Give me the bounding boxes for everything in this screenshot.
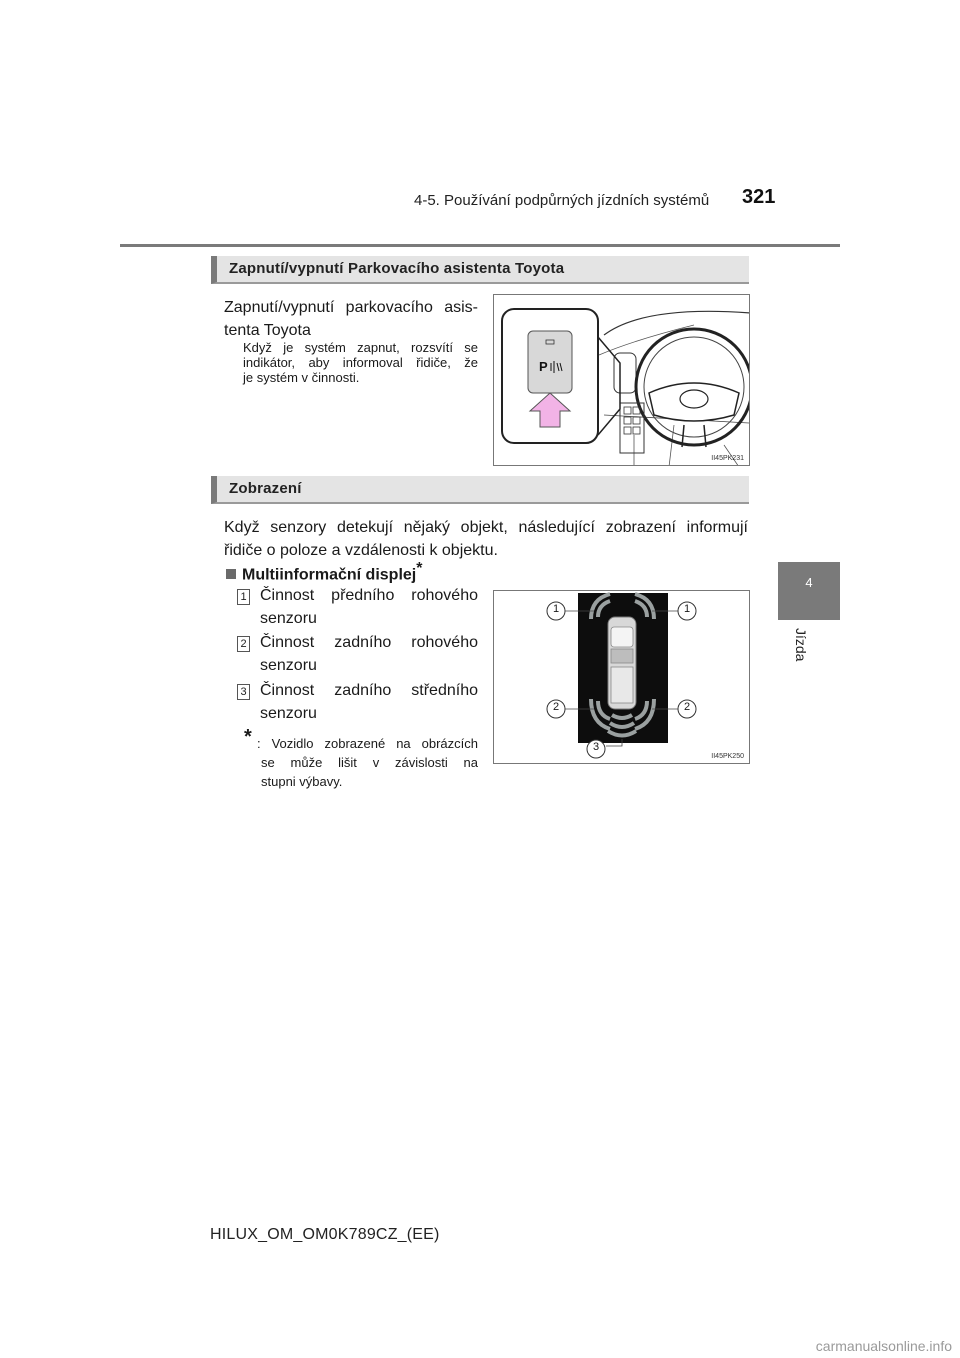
- asterisk-mark: *: [416, 560, 423, 577]
- intro-line: Když senzory detekují nějaký objekt, následující zobrazení informují: [224, 519, 748, 536]
- list-item: [260, 679, 478, 725]
- footnote-asterisk: *: [244, 726, 252, 748]
- callout-rear-right: 2: [683, 701, 691, 713]
- callout-front-right: 1: [683, 603, 691, 615]
- chapter-section-title: 4-5. Používání podpůrných jízdních systémů: [414, 192, 710, 209]
- chapter-tab-label: Jízda: [793, 628, 809, 662]
- item-line: Činnost zadního středního: [260, 682, 478, 699]
- dashboard-illustration: [494, 295, 750, 466]
- callout-front-left: 1: [552, 603, 560, 615]
- section-bar-parking-assist: [211, 256, 749, 284]
- callout-rear-center: 3: [592, 741, 600, 753]
- figure-multiinfo-display: [493, 590, 750, 764]
- list-item: [260, 631, 478, 677]
- section1-note: [243, 340, 478, 385]
- page-number: 321: [742, 186, 776, 208]
- chapter-tab-label-area: [778, 620, 840, 680]
- subheading-text: Multiinformační displej: [242, 566, 417, 584]
- item-line: senzoru: [260, 705, 317, 722]
- item-number-box: 3: [237, 684, 250, 700]
- main-line: tenta Toyota: [224, 322, 311, 339]
- subheading-multiinfo: [226, 560, 422, 584]
- note-line: indikátor, aby informoval řidiče, že: [243, 355, 478, 370]
- chapter-tab-number: 4: [805, 575, 813, 590]
- figure-dashboard-switch: [493, 294, 750, 466]
- parking-button-glyph: P: [539, 359, 548, 374]
- section-title: Zapnutí/vypnutí Parkovacího asistenta Toyota: [229, 260, 565, 277]
- section-title: Zobrazení: [229, 480, 302, 497]
- list-item: [260, 584, 478, 630]
- chapter-tab[interactable]: [778, 562, 840, 620]
- main-line: Zapnutí/vypnutí parkovacího asis-: [224, 299, 478, 316]
- sensor-display-illustration: [494, 591, 750, 764]
- footnote-line: : Vozidlo zobrazené na obrázcích: [257, 736, 478, 751]
- note-line: je systém v činnosti.: [243, 370, 360, 385]
- item-line: Činnost předního rohového: [260, 587, 478, 604]
- callout-rear-left: 2: [552, 701, 560, 713]
- item-line: senzoru: [260, 610, 317, 627]
- footnote-line: se může lišit v závislosti na: [261, 755, 478, 770]
- figure-code: II45PK231: [711, 455, 744, 462]
- item-line: senzoru: [260, 657, 317, 674]
- item-number-box: 2: [237, 636, 250, 652]
- figure-code: II45PK250: [711, 753, 744, 760]
- item-number-box: 1: [237, 589, 250, 605]
- square-bullet-icon: [226, 569, 236, 579]
- header-rule: [120, 244, 840, 247]
- watermark-text: carmanualsonline.info: [815, 1338, 952, 1354]
- footnote: [257, 734, 478, 791]
- note-line: Když je systém zapnut, rozsvítí se: [243, 340, 478, 355]
- intro-line: řidiče o poloze a vzdálenosti k objektu.: [224, 542, 498, 559]
- footnote-line: stupni výbavy.: [261, 774, 343, 789]
- item-line: Činnost zadního rohového: [260, 634, 478, 651]
- document-code: HILUX_OM_OM0K789CZ_(EE): [210, 1226, 440, 1243]
- section-bar-display: [211, 476, 749, 504]
- section2-intro: [224, 516, 748, 562]
- section1-main-text: [224, 296, 478, 342]
